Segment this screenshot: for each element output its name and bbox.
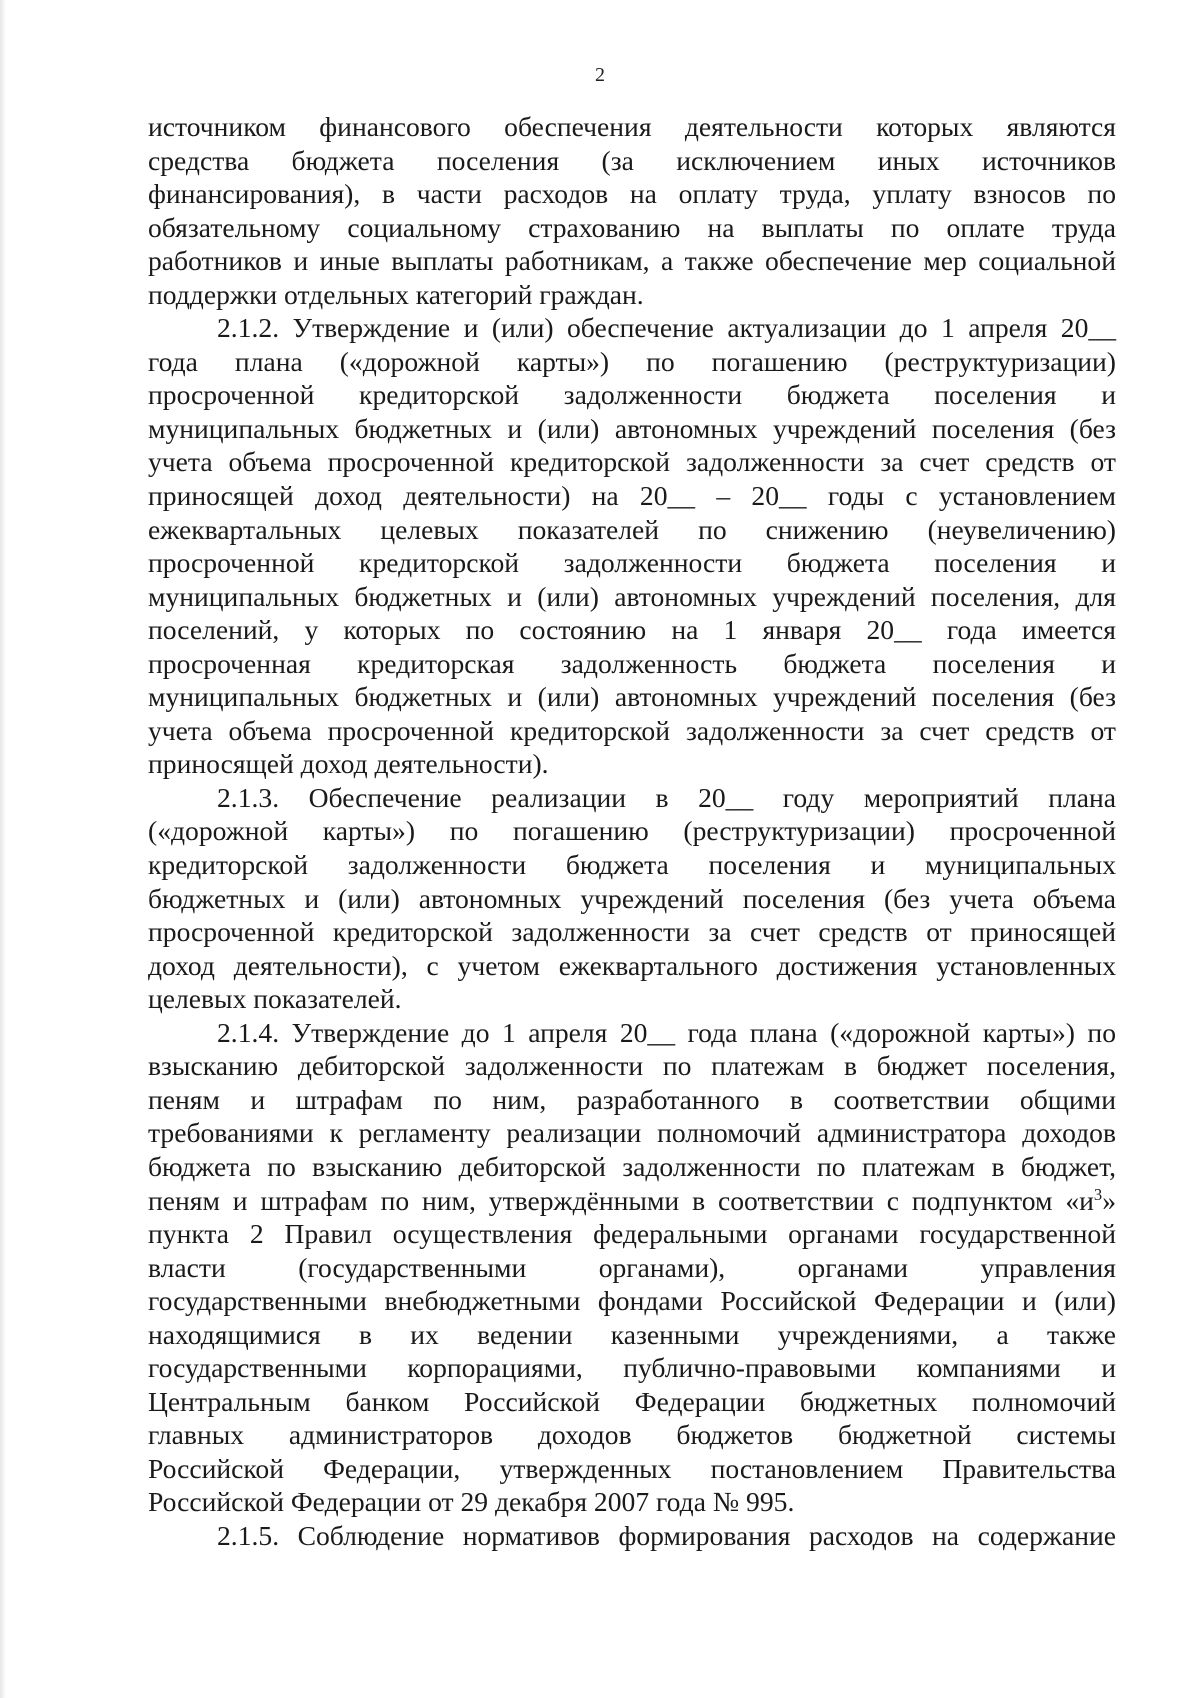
page-number: 2: [595, 64, 605, 86]
text-line: работников и иные выплаты работникам, а также обеспечение мер социальной: [148, 245, 1116, 277]
document-body: [148, 110, 1116, 1553]
text-line: муниципальных бюджетных и (или) автономных учреждений поселения, для: [148, 580, 1116, 612]
text-line: приносящей доход деятельности).: [148, 748, 549, 780]
text-line: Российской Федерации от 29 декабря 2007 года № 995.: [148, 1486, 795, 1518]
text-line: муниципальных бюджетных и (или) автономных учреждений поселения (без: [148, 412, 1116, 444]
paragraph-2-1-5: [148, 1519, 1116, 1553]
text-line: просроченной кредиторской задолженности бюджета поселения и: [148, 547, 1116, 579]
text-line: средства бюджета поселения (за исключением иных источников: [148, 144, 1116, 176]
text-line: целевых показателей.: [148, 983, 402, 1015]
text-line: 2.1.2. Утверждение и (или) обеспечение актуализации до 1 апреля 20__: [217, 312, 1116, 344]
text-line: ежеквартальных целевых показателей по снижению (неувеличению): [148, 513, 1116, 545]
text-line: доход деятельности), с учетом ежеквартального достижения установленных: [148, 949, 1116, 981]
text-line-with-superscript: [148, 1184, 1116, 1218]
text-line: пункта 2 Правил осуществления федеральными органами государственной: [148, 1218, 1116, 1250]
text-line: просроченной кредиторской задолженности за счет средств от приносящей: [148, 916, 1116, 948]
paragraph-2-1-2: [148, 311, 1116, 781]
closing-quote: »: [1102, 1184, 1116, 1216]
text-line: просроченной кредиторской задолженности бюджета поселения и: [148, 379, 1116, 411]
text-line: взысканию дебиторской задолженности по платежам в бюджет поселения,: [148, 1050, 1116, 1082]
text-line: власти (государственными органами), органами управления: [148, 1251, 1116, 1283]
text-line: («дорожной карты») по погашению (реструктуризации) просроченной: [148, 815, 1116, 847]
text-fragment: пеням и штрафам по ним, утверждёнными в соответствии с подпунктом «и: [148, 1184, 1094, 1216]
text-line: находящимися в их ведении казенными учреждениями, а также: [148, 1318, 1116, 1350]
text-line: просроченная кредиторская задолженность бюджета поселения и: [148, 647, 1116, 679]
text-line: учета объема просроченной кредиторской задолженности за счет средств от: [148, 714, 1116, 746]
text-line: поддержки отдельных категорий граждан.: [148, 278, 644, 310]
text-line: обязательному социальному страхованию на выплаты по оплате труда: [148, 211, 1116, 243]
text-line: требованиями к регламенту реализации полномочий администратора доходов: [148, 1117, 1116, 1149]
paragraph-2-1-4: [148, 1016, 1116, 1519]
text-line: приносящей доход деятельности) на 20__ – 20__ годы с установлением: [148, 480, 1116, 512]
text-line: государственными внебюджетными фондами Российской Федерации и (или): [148, 1285, 1116, 1317]
text-line: источником финансового обеспечения деятельности которых являются: [148, 111, 1116, 142]
text-line: 2.1.3. Обеспечение реализации в 20__ году мероприятий плана: [217, 781, 1116, 813]
text-line: Российской Федерации, утвержденных постановлением Правительства: [148, 1452, 1116, 1484]
text-line: пеням и штрафам по ним, разработанного в соответствии общими: [148, 1083, 1116, 1115]
text-line: поселений, у которых по состоянию на 1 января 20__ года имеется: [148, 614, 1116, 646]
text-line: 2.1.5. Соблюдение нормативов формирования расходов на содержание: [217, 1519, 1116, 1551]
text-line: Центральным банком Российской Федерации бюджетных полномочий: [148, 1385, 1116, 1417]
text-line: бюджета по взысканию дебиторской задолженности по платежам в бюджет,: [148, 1150, 1116, 1182]
text-line: кредиторской задолженности бюджета поселения и муниципальных: [148, 849, 1116, 881]
text-line: учета объема просроченной кредиторской задолженности за счет средств от: [148, 446, 1116, 478]
text-line: муниципальных бюджетных и (или) автономных учреждений поселения (без: [148, 681, 1116, 713]
paragraph-2-1-3: [148, 781, 1116, 1016]
superscript-mark: 3: [1093, 1184, 1103, 1204]
page-edge-shadow: [0, 0, 6, 1698]
text-line: финансирования), в части расходов на оплату труда, уплату взносов по: [148, 178, 1116, 210]
text-line: государственными корпорациями, публично-правовыми компаниями и: [148, 1352, 1116, 1384]
text-line: года плана («дорожной карты») по погашению (реструктуризации): [148, 345, 1116, 377]
text-line: бюджетных и (или) автономных учреждений поселения (без учета объема: [148, 882, 1116, 914]
text-line: главных администраторов доходов бюджетов бюджетной системы: [148, 1419, 1116, 1451]
paragraph-continuation: [148, 110, 1116, 311]
text-line: 2.1.4. Утверждение до 1 апреля 20__ года плана («дорожной карты») по: [217, 1016, 1116, 1048]
